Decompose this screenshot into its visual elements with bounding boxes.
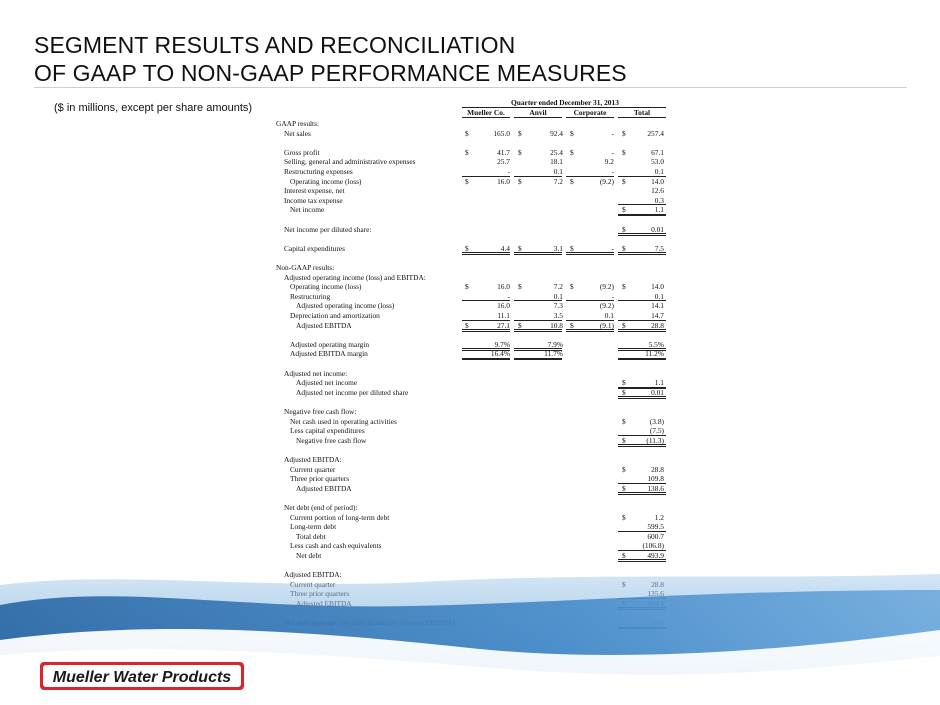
dollar-sign: $	[570, 128, 574, 138]
dollar-sign: $	[518, 320, 522, 330]
row-label: Income tax expense	[284, 195, 343, 205]
cell-value: -	[611, 291, 614, 301]
row-label: Net income per diluted share:	[284, 224, 372, 234]
cell-value: 12.6	[651, 186, 664, 196]
dollar-sign: $	[622, 464, 626, 474]
cell-value: -	[611, 128, 614, 138]
row-label: Adjusted EBITDA:	[284, 570, 342, 580]
total-rule-2	[618, 235, 666, 236]
cell-value: 28.8	[651, 464, 664, 474]
total-rule-2	[618, 398, 666, 399]
dollar-sign: $	[622, 483, 626, 493]
cell-value: 18.1	[550, 157, 563, 167]
cell-value: 0.1	[604, 311, 614, 320]
cell-value: 7.2	[553, 176, 563, 186]
row-label: Adjusted net income:	[284, 368, 348, 378]
row-label: Adjusted EBITDA	[296, 483, 352, 493]
cell-value: 257.4	[647, 128, 664, 138]
total-rule-2	[462, 359, 510, 360]
dollar-sign: $	[465, 243, 469, 253]
cell-value: 14.1	[651, 301, 664, 311]
cell-value: 1.1	[654, 205, 664, 215]
dollar-sign: $	[465, 176, 469, 186]
cell-value: (9.2)	[599, 176, 614, 186]
cell-value: 14.7	[651, 311, 664, 320]
cell-value: 16.0	[497, 301, 510, 311]
column-header: Mueller Co.	[467, 108, 505, 117]
cell-value: -	[611, 243, 614, 253]
row-label: Operating income (loss)	[290, 282, 362, 292]
cell-value: 25.4	[550, 147, 563, 157]
cell-value: 16.0	[497, 282, 510, 292]
cell-value: 16.4%	[490, 349, 510, 359]
total-rule-2	[618, 331, 666, 332]
cell-value: 11.7%	[544, 349, 563, 359]
cell-value: 138.6	[647, 483, 664, 493]
cell-value: (9.1)	[599, 320, 614, 330]
dollar-sign: $	[622, 128, 626, 138]
total-rule-2	[514, 331, 562, 332]
cell-value: (3.8)	[649, 416, 664, 426]
total-rule-2	[566, 331, 614, 332]
cell-value: 0.1	[654, 291, 664, 301]
total-rule-2	[462, 254, 510, 255]
cell-value: 7.2	[553, 282, 563, 292]
cell-value: 3.1	[553, 243, 563, 253]
row-label: Adjusted operating income (loss)	[296, 301, 395, 311]
cell-value: 25.7	[497, 157, 510, 167]
row-label: Negative free cash flow	[296, 435, 367, 445]
cell-value: -	[611, 167, 614, 176]
cell-value: 109.8	[647, 474, 664, 484]
row-label: Net debt (end of period):	[284, 503, 358, 512]
dollar-sign: $	[622, 243, 626, 253]
column-header-rule	[462, 117, 510, 118]
row-label: Current portion of long-term debt	[290, 512, 390, 522]
row-label: Capital expenditures	[284, 243, 345, 253]
cell-value: 7.5	[654, 243, 664, 253]
dollar-sign: $	[465, 282, 469, 292]
cell-value: 0.01	[651, 224, 664, 234]
dollar-sign: $	[570, 176, 574, 186]
row-label: Depreciation and amortization	[290, 311, 380, 320]
row-label: Negative free cash flow:	[284, 407, 357, 416]
row-label: Long-term debt	[290, 522, 337, 532]
column-header: Total	[633, 108, 651, 117]
dollar-sign: $	[518, 243, 522, 253]
company-logo	[40, 662, 244, 690]
dollar-sign: $	[518, 147, 522, 157]
total-rule-2	[618, 254, 666, 255]
dollar-sign: $	[622, 512, 626, 522]
total-rule-2	[618, 494, 666, 495]
cell-value: 599.5	[647, 522, 664, 532]
cell-value: 0.1	[553, 291, 563, 301]
row-label: Restructuring expenses	[284, 167, 353, 176]
column-header-rule	[514, 117, 562, 118]
cell-value: -	[611, 147, 614, 157]
cell-value: 0.1	[654, 167, 664, 176]
row-label: Interest expense, net	[284, 186, 345, 196]
cell-value: 10.8	[550, 320, 563, 330]
row-label: Current quarter	[290, 464, 336, 474]
cell-value: 0.3	[654, 195, 664, 205]
cell-value: 0.1	[553, 167, 563, 176]
row-label: Adjusted operating income (loss) and EBITDA:	[284, 272, 426, 282]
cell-value: 7.9%	[547, 339, 563, 349]
row-label: Less cash and cash equivalents	[290, 541, 382, 551]
cell-value: 14.0	[651, 176, 664, 186]
dollar-sign: $	[518, 282, 522, 292]
dollar-sign: $	[622, 387, 626, 397]
cell-value: 67.1	[651, 147, 664, 157]
row-label: Adjusted EBITDA margin	[290, 349, 368, 359]
row-label: Restructuring	[290, 291, 331, 301]
row-label: Three prior quarters	[290, 474, 350, 484]
row-label: Net debt	[296, 551, 322, 560]
cell-value: 600.7	[647, 531, 664, 541]
cell-value: 5.5%	[648, 339, 664, 349]
total-rule-2	[618, 446, 666, 447]
cell-value: 16.0	[497, 176, 510, 186]
cell-value: (9.2)	[599, 301, 614, 311]
cell-value: 92.4	[550, 128, 563, 138]
row-label: Selling, general and administrative expenses	[284, 157, 416, 167]
dollar-sign: $	[622, 378, 626, 388]
cell-value: 1.1	[654, 378, 664, 388]
cell-value: 4.4	[500, 243, 510, 253]
row-label: Adjusted net income per diluted share	[296, 387, 409, 397]
title-line-1: SEGMENT RESULTS AND RECONCILIATION	[34, 32, 516, 58]
column-header: Corporate	[573, 108, 607, 117]
cell-value: 28.8	[651, 320, 664, 330]
row-label: Net income	[290, 205, 325, 215]
cell-value: (7.5)	[649, 426, 664, 436]
dollar-sign: $	[570, 147, 574, 157]
dollar-sign: $	[622, 176, 626, 186]
total-rule-2	[566, 254, 614, 255]
row-label: Adjusted operating margin	[290, 339, 370, 349]
cell-value: 11.2%	[645, 349, 664, 359]
cell-value: 493.9	[647, 551, 664, 560]
cell-value: 9.2	[604, 157, 614, 167]
row-label: Adjusted EBITDA:	[284, 455, 342, 464]
dollar-sign: $	[622, 551, 626, 560]
cell-value: 0.01	[651, 387, 664, 397]
row-label: Net sales	[284, 128, 311, 138]
dollar-sign: $	[622, 205, 626, 215]
row-label: Non-GAAP results:	[276, 263, 335, 272]
cell-value: (106.8)	[642, 541, 664, 551]
cell-value: 165.0	[493, 128, 510, 138]
cell-value: 1.2	[654, 512, 664, 522]
cell-value: 14.0	[651, 282, 664, 292]
row-label: Gross profit	[284, 147, 320, 157]
cell-value: -	[507, 291, 510, 301]
column-header-rule	[618, 117, 666, 118]
dollar-sign: $	[465, 147, 469, 157]
total-rule-2	[514, 359, 562, 360]
total-rule-2	[462, 331, 510, 332]
dollar-sign: $	[518, 176, 522, 186]
row-label: Operating income (loss)	[290, 176, 362, 186]
dollar-sign: $	[622, 224, 626, 234]
cell-value: (11.3)	[646, 435, 664, 445]
title-line-2: OF GAAP TO NON-GAAP PERFORMANCE MEASURES	[34, 60, 627, 86]
cell-value: 7.3	[553, 301, 563, 311]
logo-text: Mueller Water Products	[52, 669, 232, 686]
total-rule-2	[618, 215, 666, 216]
dollar-sign: $	[570, 320, 574, 330]
row-label: Adjusted EBITDA	[296, 320, 352, 330]
cell-value: 41.7	[497, 147, 510, 157]
row-label: Total debt	[296, 531, 326, 541]
dollar-sign: $	[622, 435, 626, 445]
dollar-sign: $	[465, 128, 469, 138]
cell-value: 3.5	[553, 311, 563, 320]
total-rule-2	[618, 359, 666, 360]
period-header: Quarter ended December 31, 2013	[511, 98, 619, 107]
cell-value: 9.7%	[494, 339, 510, 349]
dollar-sign: $	[622, 282, 626, 292]
cell-value: (9.2)	[599, 282, 614, 292]
row-label: Net cash used in operating activities	[290, 416, 397, 426]
dollar-sign: $	[622, 320, 626, 330]
row-label: Adjusted net income	[296, 378, 358, 388]
total-rule-2	[514, 254, 562, 255]
dollar-sign: $	[465, 320, 469, 330]
column-header-rule	[566, 117, 614, 118]
cell-value: -	[507, 167, 510, 176]
dollar-sign: $	[570, 243, 574, 253]
row-label: GAAP results:	[276, 119, 320, 128]
dollar-sign: $	[518, 128, 522, 138]
dollar-sign: $	[622, 147, 626, 157]
row-label: Less capital expenditures	[290, 426, 365, 436]
dollar-sign: $	[622, 416, 626, 426]
cell-value: 53.0	[651, 157, 664, 167]
units-note: ($ in millions, except per share amounts)	[54, 102, 253, 114]
column-header: Anvil	[529, 108, 547, 117]
cell-value: 11.1	[497, 311, 510, 320]
cell-value: 27.1	[497, 320, 510, 330]
dollar-sign: $	[570, 282, 574, 292]
